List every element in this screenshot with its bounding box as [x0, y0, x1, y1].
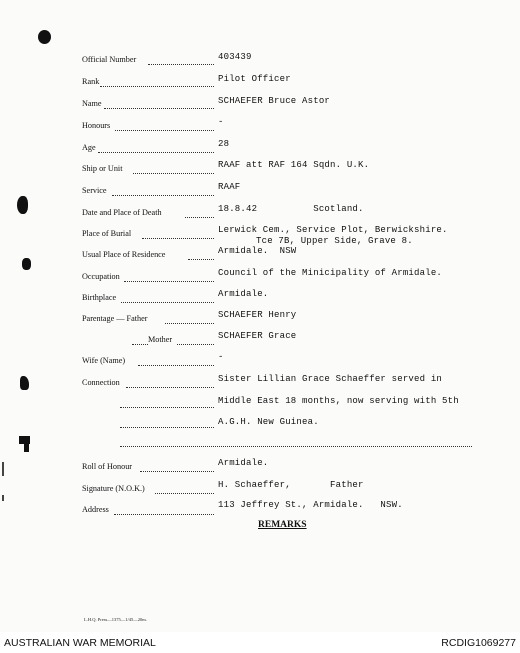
- father-label: Parentage — Father: [82, 314, 148, 323]
- dotted-leader: [185, 217, 214, 218]
- wife-label: Wife (Name): [82, 356, 126, 365]
- edge-mark: [2, 462, 4, 476]
- edge-mark: [2, 495, 4, 501]
- residence-value: Armidale. NSW: [218, 246, 297, 256]
- birthplace-label: Birthplace: [82, 293, 117, 302]
- signature-label: Signature (N.O.K.): [82, 484, 145, 493]
- punch-hole-mark: [19, 436, 30, 444]
- service-value: RAAF: [218, 182, 241, 192]
- name-label: Name: [82, 99, 102, 108]
- honours-label: Honours: [82, 121, 111, 130]
- age-value: 28: [218, 139, 230, 149]
- death-label: Date and Place of Death: [82, 208, 162, 217]
- punch-hole-mark: [22, 258, 31, 270]
- punch-hole-mark: [24, 444, 29, 452]
- dotted-leader: [177, 344, 214, 345]
- roll-of-honour-value: Armidale.: [218, 458, 269, 468]
- rank-value: Pilot Officer: [218, 74, 291, 84]
- connection-value-line2: Middle East 18 months, now serving with 5th: [218, 396, 459, 406]
- dotted-leader: [126, 387, 214, 388]
- connection-label: Connection: [82, 378, 120, 387]
- archive-footer: [0, 632, 520, 653]
- footer-record-id: RCDIG1069277: [441, 637, 516, 649]
- remarks-heading: REMARKS: [258, 520, 307, 530]
- dotted-leader: [133, 173, 214, 174]
- burial-value-line2: Tce 7B, Upper Side, Grave 8.: [256, 236, 413, 246]
- official-number-value: 403439: [218, 52, 252, 62]
- punch-hole-mark: [38, 30, 51, 44]
- name-value: SCHAEFER Bruce Astor: [218, 96, 331, 106]
- connection-value-line3: A.G.H. New Guinea.: [218, 417, 319, 427]
- dotted-leader: [115, 130, 214, 131]
- mother-label: Mother: [148, 335, 173, 344]
- honours-value: -: [218, 117, 224, 127]
- punch-hole-mark: [17, 196, 28, 214]
- ship-or-unit-value: RAAF att RAF 164 Sqdn. U.K.: [218, 160, 370, 170]
- occupation-value: Council of the Minicipality of Armidale.: [218, 268, 443, 278]
- dotted-leader: [98, 152, 214, 153]
- dotted-leader: [124, 281, 214, 282]
- dotted-leader: [140, 471, 214, 472]
- official-number-label: Official Number: [82, 55, 137, 64]
- dotted-leader: [120, 446, 472, 447]
- dotted-leader: [148, 64, 214, 65]
- footer-institution: AUSTRALIAN WAR MEMORIAL: [4, 637, 156, 649]
- address-label: Address: [82, 505, 109, 514]
- dotted-leader: [100, 86, 214, 87]
- dotted-leader: [138, 365, 214, 366]
- dotted-leader: [104, 108, 214, 109]
- age-label: Age: [82, 143, 96, 152]
- death-value: 18.8.42 Scotland.: [218, 204, 364, 214]
- dotted-leader: [155, 493, 214, 494]
- roll-of-honour-label: Roll of Honour: [82, 462, 133, 471]
- occupation-label: Occupation: [82, 272, 120, 281]
- dotted-leader: [188, 259, 214, 260]
- dotted-leader: [132, 344, 148, 345]
- service-label: Service: [82, 186, 107, 195]
- mother-value: SCHAEFER Grace: [218, 331, 297, 341]
- dotted-leader: [121, 302, 214, 303]
- ship-or-unit-label: Ship or Unit: [82, 164, 123, 173]
- signature-value: H. Schaeffer, Father: [218, 480, 364, 490]
- address-value: 113 Jeffrey St., Armidale. NSW.: [218, 500, 403, 510]
- dotted-leader: [120, 427, 214, 428]
- dotted-leader: [142, 238, 214, 239]
- wife-value: -: [218, 352, 224, 362]
- dotted-leader: [114, 514, 214, 515]
- dotted-leader: [120, 407, 214, 408]
- father-value: SCHAEFER Henry: [218, 310, 297, 320]
- residence-label: Usual Place of Residence: [82, 250, 166, 259]
- print-code: L.H.Q. Press—1375—1/45—20m.: [84, 617, 147, 622]
- birthplace-value: Armidale.: [218, 289, 269, 299]
- dotted-leader: [165, 323, 214, 324]
- burial-value: Lerwick Cem., Service Plot, Berwickshire.: [218, 225, 448, 235]
- punch-hole-mark: [20, 376, 29, 390]
- connection-value: Sister Lillian Grace Schaeffer served in: [218, 374, 443, 384]
- rank-label: Rank: [82, 77, 100, 86]
- burial-label: Place of Burial: [82, 229, 132, 238]
- dotted-leader: [112, 195, 214, 196]
